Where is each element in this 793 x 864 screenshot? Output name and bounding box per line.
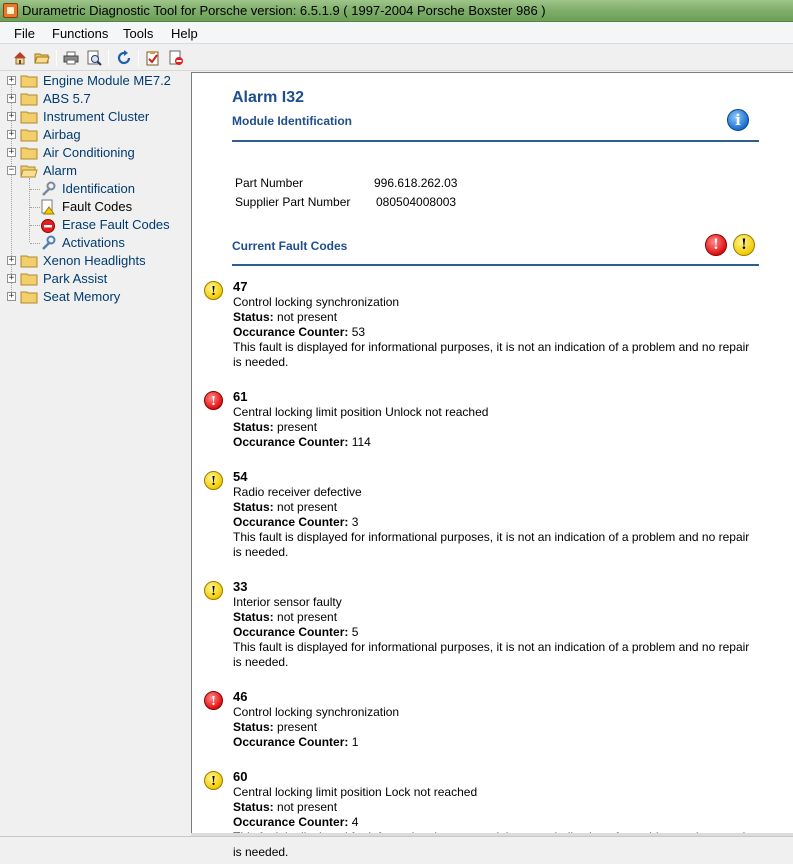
report-panel[interactable] bbox=[191, 72, 793, 859]
fault-counter: Occurance Counter: 5 bbox=[233, 625, 359, 639]
toolbar-separator bbox=[56, 50, 57, 66]
fault-description: Control locking synchronization bbox=[233, 705, 400, 719]
fault-code: 54 bbox=[233, 469, 248, 484]
menu-tools[interactable]: Tools bbox=[123, 26, 154, 41]
fault-description: Radio receiver defective bbox=[233, 485, 362, 499]
wrench-icon bbox=[40, 235, 56, 251]
open-folder-icon bbox=[21, 165, 37, 177]
status-bar bbox=[0, 836, 793, 845]
delete-report-icon[interactable] bbox=[167, 49, 185, 67]
folder-icon bbox=[21, 93, 37, 105]
tree-item-fault-codes[interactable]: Fault Codes bbox=[0, 198, 188, 216]
part-number-label: Part Number bbox=[235, 176, 304, 190]
module-identification-heading: Module Identification bbox=[232, 114, 352, 128]
fault-counter: Occurance Counter: 114 bbox=[233, 435, 371, 449]
toolbar bbox=[0, 45, 793, 71]
fault-description: Central locking limit position Lock not reached bbox=[233, 785, 478, 799]
folder-icon bbox=[21, 273, 37, 285]
fault-entry bbox=[204, 279, 764, 374]
tree-item-seat-memory[interactable]: + Seat Memory bbox=[8, 289, 121, 304]
erase-icon bbox=[40, 218, 56, 234]
toolbar-separator bbox=[108, 50, 109, 66]
fault-counter: Occurance Counter: 1 bbox=[233, 735, 359, 749]
fault-note: This fault is displayed for informational purposes, it is not an indication of a problem and no repair is needed. bbox=[233, 340, 750, 369]
tree-item-alarm[interactable]: − Alarm bbox=[8, 163, 77, 178]
warning-icon: ! bbox=[204, 471, 223, 490]
supplier-part-number-value: 080504008003 bbox=[376, 195, 457, 209]
warning-icon: ! bbox=[733, 234, 755, 256]
folder-icon bbox=[21, 291, 37, 303]
window-title: Durametric Diagnostic Tool for Porsche version: 6.5.1.9 ( 1997-2004 Porsche Boxster 986 ) bbox=[22, 3, 546, 18]
warning-icon: ! bbox=[204, 771, 223, 790]
fault-status: Status: not present bbox=[233, 610, 338, 624]
tree-item-xenon-headlights[interactable]: + Xenon Headlights bbox=[8, 253, 146, 268]
fault-description: Control locking synchronization bbox=[233, 295, 400, 309]
fault-report-icon bbox=[40, 199, 56, 215]
fault-code: 47 bbox=[233, 279, 248, 294]
error-icon: ! bbox=[705, 234, 727, 256]
tree-item-identification[interactable]: Identification bbox=[0, 180, 188, 198]
fault-code: 33 bbox=[233, 579, 248, 594]
section-divider bbox=[232, 140, 759, 142]
window-titlebar bbox=[0, 0, 793, 22]
warning-icon: ! bbox=[204, 281, 223, 300]
expand-icon[interactable]: + bbox=[8, 291, 15, 301]
folder-icon bbox=[21, 75, 37, 87]
wrench-icon bbox=[40, 181, 56, 197]
refresh-icon[interactable] bbox=[115, 49, 133, 67]
fault-status: Status: not present bbox=[233, 310, 338, 324]
part-number-value: 996.618.262.03 bbox=[374, 176, 458, 190]
expand-icon[interactable]: + bbox=[8, 111, 15, 121]
expand-icon[interactable]: + bbox=[8, 147, 15, 157]
checklist-icon[interactable] bbox=[144, 49, 162, 67]
module-tree bbox=[0, 72, 188, 836]
open-folder-icon[interactable] bbox=[33, 49, 51, 67]
fault-description: Central locking limit position Unlock not reached bbox=[233, 405, 489, 419]
tree-item-abs[interactable]: + ABS 5.7 bbox=[8, 91, 91, 106]
menu-help[interactable]: Help bbox=[171, 26, 198, 41]
section-divider bbox=[232, 264, 759, 266]
folder-icon bbox=[21, 255, 37, 267]
fault-note: This fault is displayed for informational purposes, it is not an indication of a problem and no repair is needed. bbox=[233, 530, 750, 559]
current-fault-codes-heading: Current Fault Codes bbox=[232, 239, 348, 253]
expand-icon[interactable]: + bbox=[8, 93, 15, 103]
fault-note: is needed. bbox=[233, 845, 289, 859]
tree-item-engine-module[interactable]: + Engine Module ME7.2 bbox=[8, 73, 171, 88]
folder-icon bbox=[21, 147, 37, 159]
fault-entry bbox=[204, 579, 764, 674]
fault-status: Status: present bbox=[233, 420, 318, 434]
menu-file[interactable]: File bbox=[14, 26, 35, 41]
fault-code: 60 bbox=[233, 769, 248, 784]
fault-description: Interior sensor faulty bbox=[233, 595, 342, 609]
expand-icon[interactable]: + bbox=[8, 75, 15, 85]
fault-counter: Occurance Counter: 4 bbox=[233, 815, 359, 829]
menu-functions[interactable]: Functions bbox=[52, 26, 109, 41]
supplier-part-number-label: Supplier Part Number bbox=[235, 195, 351, 209]
error-icon: ! bbox=[204, 391, 223, 410]
tree-item-activations[interactable]: Activations bbox=[0, 234, 188, 252]
tree-item-instrument-cluster[interactable]: + Instrument Cluster bbox=[8, 109, 150, 124]
tree-item-airbag[interactable]: + Airbag bbox=[8, 127, 81, 142]
tree-item-erase-fault-codes[interactable]: Erase Fault Codes bbox=[0, 216, 188, 234]
fault-status: Status: not present bbox=[233, 800, 338, 814]
expand-icon[interactable]: + bbox=[8, 129, 15, 139]
toolbar-separator bbox=[138, 50, 139, 66]
fault-entry bbox=[204, 469, 764, 564]
fault-entry bbox=[204, 689, 764, 749]
fault-counter: Occurance Counter: 3 bbox=[233, 515, 359, 529]
home-icon[interactable] bbox=[11, 49, 29, 67]
info-icon[interactable]: i bbox=[727, 109, 749, 131]
fault-entry bbox=[204, 769, 764, 864]
expand-icon[interactable]: + bbox=[8, 255, 15, 265]
fault-note: This fault is displayed for informational purposes, it is not an indication of a problem and no repair is needed. bbox=[233, 640, 750, 669]
module-title: Alarm I32 bbox=[232, 89, 305, 106]
fault-code: 46 bbox=[233, 689, 248, 704]
fault-status: Status: present bbox=[233, 720, 318, 734]
print-icon[interactable] bbox=[62, 49, 80, 67]
folder-icon bbox=[21, 129, 37, 141]
print-preview-icon[interactable] bbox=[85, 49, 103, 67]
fault-counter: Occurance Counter: 53 bbox=[233, 325, 366, 339]
expand-icon[interactable]: + bbox=[8, 273, 15, 283]
menubar bbox=[0, 22, 793, 44]
folder-icon bbox=[21, 111, 37, 123]
app-icon[interactable] bbox=[3, 3, 18, 18]
tree-item-park-assist[interactable]: + Park Assist bbox=[8, 271, 108, 286]
fault-code: 61 bbox=[233, 389, 248, 404]
error-icon: ! bbox=[204, 691, 223, 710]
tree-item-air-conditioning[interactable]: + Air Conditioning bbox=[8, 145, 135, 160]
collapse-icon[interactable]: − bbox=[8, 165, 15, 175]
warning-icon: ! bbox=[204, 581, 223, 600]
fault-entry bbox=[204, 389, 764, 449]
fault-status: Status: not present bbox=[233, 500, 338, 514]
